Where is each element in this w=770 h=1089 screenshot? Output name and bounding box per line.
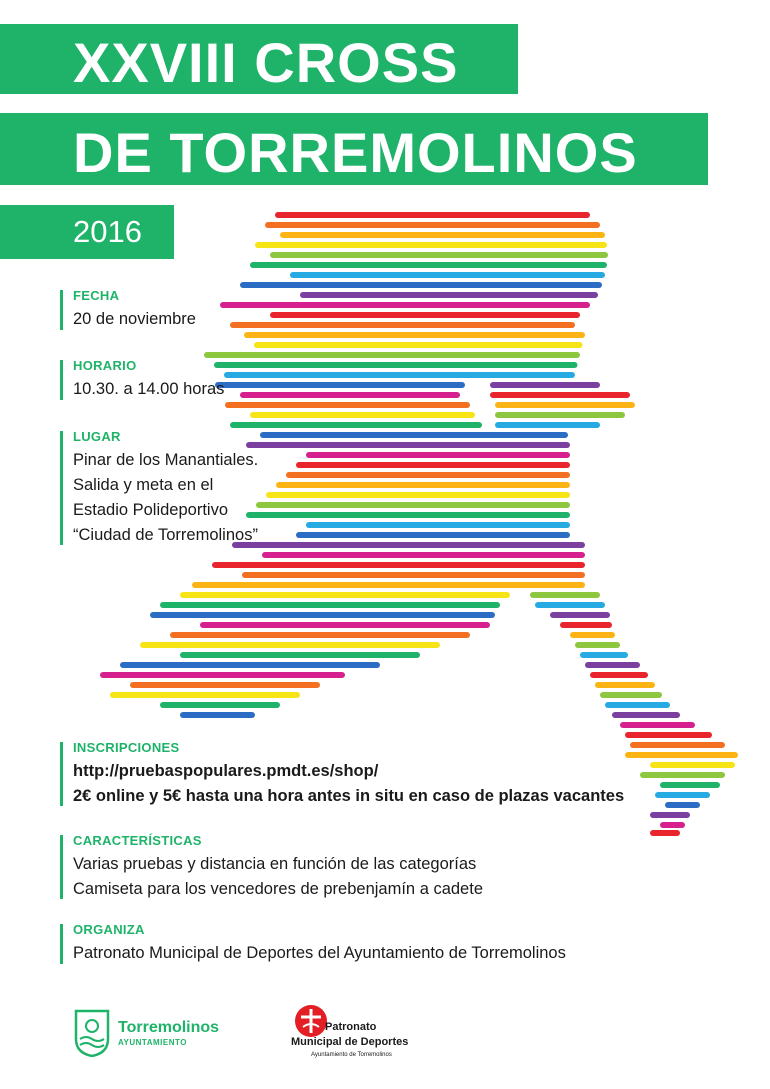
fecha-value: 20 de noviembre bbox=[73, 310, 196, 328]
runner-stripe bbox=[600, 692, 662, 698]
inscripciones-label: INSCRIPCIONES bbox=[73, 740, 180, 755]
organiza-value: Patronato Municipal de Deportes del Ayuntamiento de Torremolinos bbox=[73, 944, 566, 962]
runner-stripe bbox=[665, 802, 700, 808]
runner-stripe bbox=[620, 722, 695, 728]
runner-stripe bbox=[490, 392, 630, 398]
runner-stripe bbox=[270, 252, 608, 258]
horario-value: 10.30. a 14.00 horas bbox=[73, 380, 225, 398]
runner-stripe bbox=[255, 242, 607, 248]
section-bar bbox=[60, 742, 63, 806]
runner-stripe bbox=[242, 572, 585, 578]
runner-stripe bbox=[224, 372, 575, 378]
runner-stripe bbox=[230, 322, 575, 328]
runner-stripe bbox=[280, 232, 605, 238]
runner-stripe bbox=[150, 612, 495, 618]
runner-stripe bbox=[160, 602, 500, 608]
lugar-line: Salida y meta en el bbox=[73, 476, 214, 494]
lugar-line: Estadio Polideportivo bbox=[73, 501, 229, 519]
section-bar bbox=[60, 431, 63, 545]
runner-stripe bbox=[120, 662, 380, 668]
ayuntamiento-crest-icon bbox=[74, 1009, 110, 1057]
caracteristicas-label: CARACTERÍSTICAS bbox=[73, 833, 202, 848]
runner-stripe bbox=[650, 830, 680, 836]
runner-stripe bbox=[612, 712, 680, 718]
runner-stripe bbox=[180, 592, 510, 598]
organiza-label: ORGANIZA bbox=[73, 922, 145, 937]
runner-stripe bbox=[110, 692, 300, 698]
runner-stripe bbox=[230, 422, 482, 428]
caracteristicas-line: Camiseta para los vencedores de prebenjamín a cadete bbox=[73, 880, 483, 898]
runner-stripe bbox=[204, 352, 580, 358]
section-bar bbox=[60, 924, 63, 964]
lugar-label: LUGAR bbox=[73, 429, 121, 444]
runner-stripe bbox=[180, 712, 255, 718]
runner-stripe bbox=[306, 452, 570, 458]
runner-stripe bbox=[215, 382, 465, 388]
fecha-label: FECHA bbox=[73, 288, 120, 303]
runner-stripe bbox=[495, 402, 635, 408]
runner-stripe bbox=[192, 582, 585, 588]
runner-stripe bbox=[250, 262, 607, 268]
lugar-line: “Ciudad de Torremolinos” bbox=[73, 526, 258, 544]
runner-stripe bbox=[630, 742, 725, 748]
runner-stripe bbox=[550, 612, 610, 618]
runner-stripe bbox=[296, 462, 570, 468]
runner-stripe bbox=[495, 422, 600, 428]
runner-stripe bbox=[530, 592, 600, 598]
runner-stripe bbox=[595, 682, 655, 688]
ayuntamiento-name: Torremolinos bbox=[118, 1019, 220, 1036]
runner-stripe bbox=[655, 792, 710, 798]
runner-stripe bbox=[535, 602, 605, 608]
patronato-line2: Municipal de Deportes bbox=[291, 1036, 409, 1048]
runner-stripe bbox=[130, 682, 320, 688]
runner-stripe bbox=[214, 362, 578, 368]
runner-stripe bbox=[260, 432, 568, 438]
runner-stripe bbox=[212, 562, 585, 568]
runner-stripe bbox=[300, 292, 598, 298]
runner-stripe bbox=[650, 812, 690, 818]
runner-stripe bbox=[585, 662, 640, 668]
runner-stripe bbox=[265, 222, 600, 228]
title-line-2: DE TORREMOLINOS bbox=[73, 121, 638, 184]
runner-stripe bbox=[246, 442, 570, 448]
runner-stripe bbox=[262, 552, 585, 558]
runner-stripe bbox=[296, 532, 570, 538]
inscripciones-url[interactable]: http://pruebaspopulares.pmdt.es/shop/ bbox=[73, 762, 379, 780]
ayuntamiento-sub: AYUNTAMIENTO bbox=[118, 1038, 187, 1047]
runner-stripe bbox=[140, 642, 440, 648]
runner-stripe bbox=[246, 512, 570, 518]
runner-stripe bbox=[220, 302, 590, 308]
runner-stripe bbox=[276, 482, 570, 488]
lugar-line: Pinar de los Manantiales. bbox=[73, 451, 259, 469]
runner-stripe bbox=[590, 672, 648, 678]
runner-stripe bbox=[275, 212, 590, 218]
runner-stripe bbox=[286, 472, 570, 478]
section-bar bbox=[60, 835, 63, 899]
runner-stripe bbox=[266, 492, 570, 498]
patronato-sub: Ayuntamiento de Torremolinos bbox=[311, 1052, 392, 1058]
runner-stripe bbox=[306, 522, 570, 528]
runner-stripe bbox=[660, 782, 720, 788]
runner-stripe bbox=[240, 392, 460, 398]
runner-stripe bbox=[170, 632, 470, 638]
runner-stripe bbox=[640, 772, 725, 778]
runner-stripe bbox=[225, 402, 470, 408]
runner-stripe bbox=[575, 642, 620, 648]
runner-stripe bbox=[244, 332, 585, 338]
runner-stripe bbox=[625, 752, 738, 758]
runner-stripe bbox=[200, 622, 490, 628]
runner-stripe bbox=[256, 502, 570, 508]
runner-stripe bbox=[580, 652, 628, 658]
runner-stripe bbox=[180, 652, 420, 658]
runner-stripe bbox=[490, 382, 600, 388]
runner-stripe bbox=[232, 542, 585, 548]
patronato-emblem-icon bbox=[293, 1003, 329, 1039]
title-line-1: XXVIII CROSS bbox=[73, 31, 459, 94]
runner-stripe bbox=[160, 702, 280, 708]
runner-stripe bbox=[570, 632, 615, 638]
year: 2016 bbox=[73, 214, 142, 249]
inscripciones-prices: 2€ online y 5€ hasta una hora antes in situ en caso de plazas vacantes bbox=[73, 787, 625, 805]
section-bar bbox=[60, 360, 63, 400]
patronato-line1: Patronato bbox=[325, 1021, 377, 1033]
runner-stripe bbox=[100, 672, 345, 678]
runner-stripe bbox=[290, 272, 605, 278]
runner-stripe bbox=[240, 282, 602, 288]
runner-stripe bbox=[250, 412, 475, 418]
horario-label: HORARIO bbox=[73, 358, 137, 373]
caracteristicas-line: Varias pruebas y distancia en función de las categorías bbox=[73, 855, 477, 873]
runner-stripe bbox=[560, 622, 612, 628]
runner-stripe bbox=[660, 822, 685, 828]
runner-stripe bbox=[270, 312, 580, 318]
runner-stripe bbox=[495, 412, 625, 418]
runner-stripe bbox=[254, 342, 583, 348]
runner-stripe bbox=[650, 762, 735, 768]
runner-stripe bbox=[625, 732, 712, 738]
runner-stripe bbox=[605, 702, 670, 708]
section-bar bbox=[60, 290, 63, 330]
